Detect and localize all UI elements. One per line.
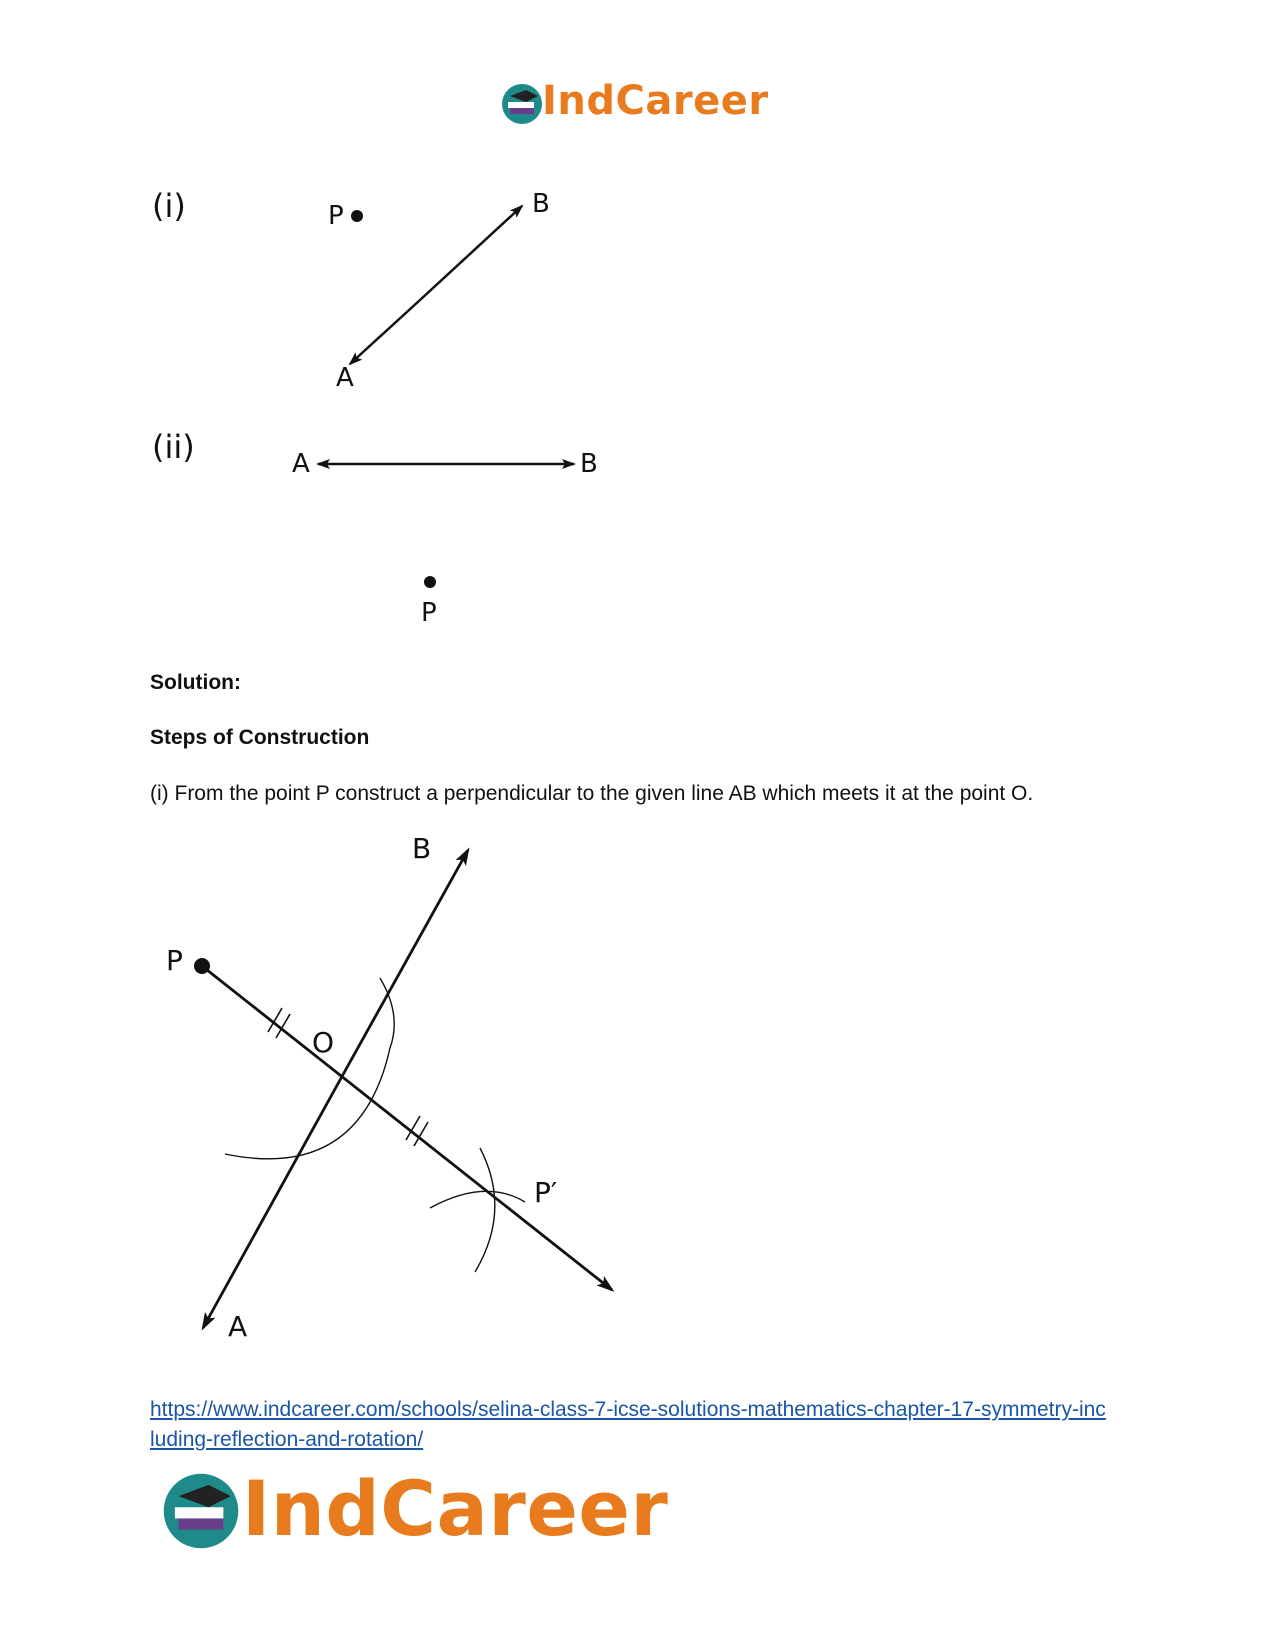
- header-logo: [500, 78, 790, 130]
- point-a-label: A: [228, 1310, 248, 1343]
- steps-heading: Steps of Construction: [150, 726, 370, 749]
- header-logo-text: IndCareer: [542, 78, 769, 124]
- construction-arc-small-1: [430, 1191, 525, 1208]
- part-i-line-ab-a: [350, 300, 420, 364]
- figure-reflection-construction: [140, 830, 660, 1350]
- point-p: [194, 958, 210, 974]
- step-1-text: (i) From the point P construct a perpendicular to the given line AB which meets it at the point O.: [150, 782, 1034, 805]
- part-ii-point-b-label: B: [580, 449, 598, 479]
- part-i-line-ab-b: [420, 206, 522, 300]
- footer-logo-globe-icon: [160, 1470, 242, 1552]
- perpendicular-line: [202, 966, 612, 1290]
- part-i-point-p: [351, 210, 363, 222]
- footer-logo: [160, 1464, 700, 1558]
- part-i-label: (i): [152, 187, 186, 225]
- line-ab-a: [203, 1080, 340, 1328]
- line-ab-b: [340, 850, 468, 1080]
- point-p-label: P: [166, 944, 183, 977]
- part-ii-point-a-label: A: [292, 449, 310, 479]
- part-i-point-b-label: B: [532, 189, 550, 219]
- part-i-point-a-label: A: [336, 363, 354, 393]
- point-p-prime-label: P′: [534, 1176, 558, 1209]
- footer-logo-text: IndCareer: [242, 1464, 669, 1553]
- part-ii-label: (ii): [152, 428, 195, 466]
- point-o-label: O: [312, 1026, 335, 1059]
- logo-globe-icon: [500, 82, 544, 126]
- solution-heading: Solution:: [150, 671, 241, 694]
- part-ii-point-p-label: P: [421, 598, 437, 628]
- construction-arc-small-2: [475, 1148, 495, 1272]
- part-i-point-p-label: P: [328, 201, 344, 231]
- figure-given-lines: [140, 180, 660, 640]
- source-link[interactable]: https://www.indcareer.com/schools/selina-class-7-icse-solutions-mathematics-chapter-17-symmetry-including-reflection-and-rotation/: [150, 1398, 1106, 1451]
- part-ii-point-p: [424, 576, 436, 588]
- point-b-label: B: [412, 832, 432, 865]
